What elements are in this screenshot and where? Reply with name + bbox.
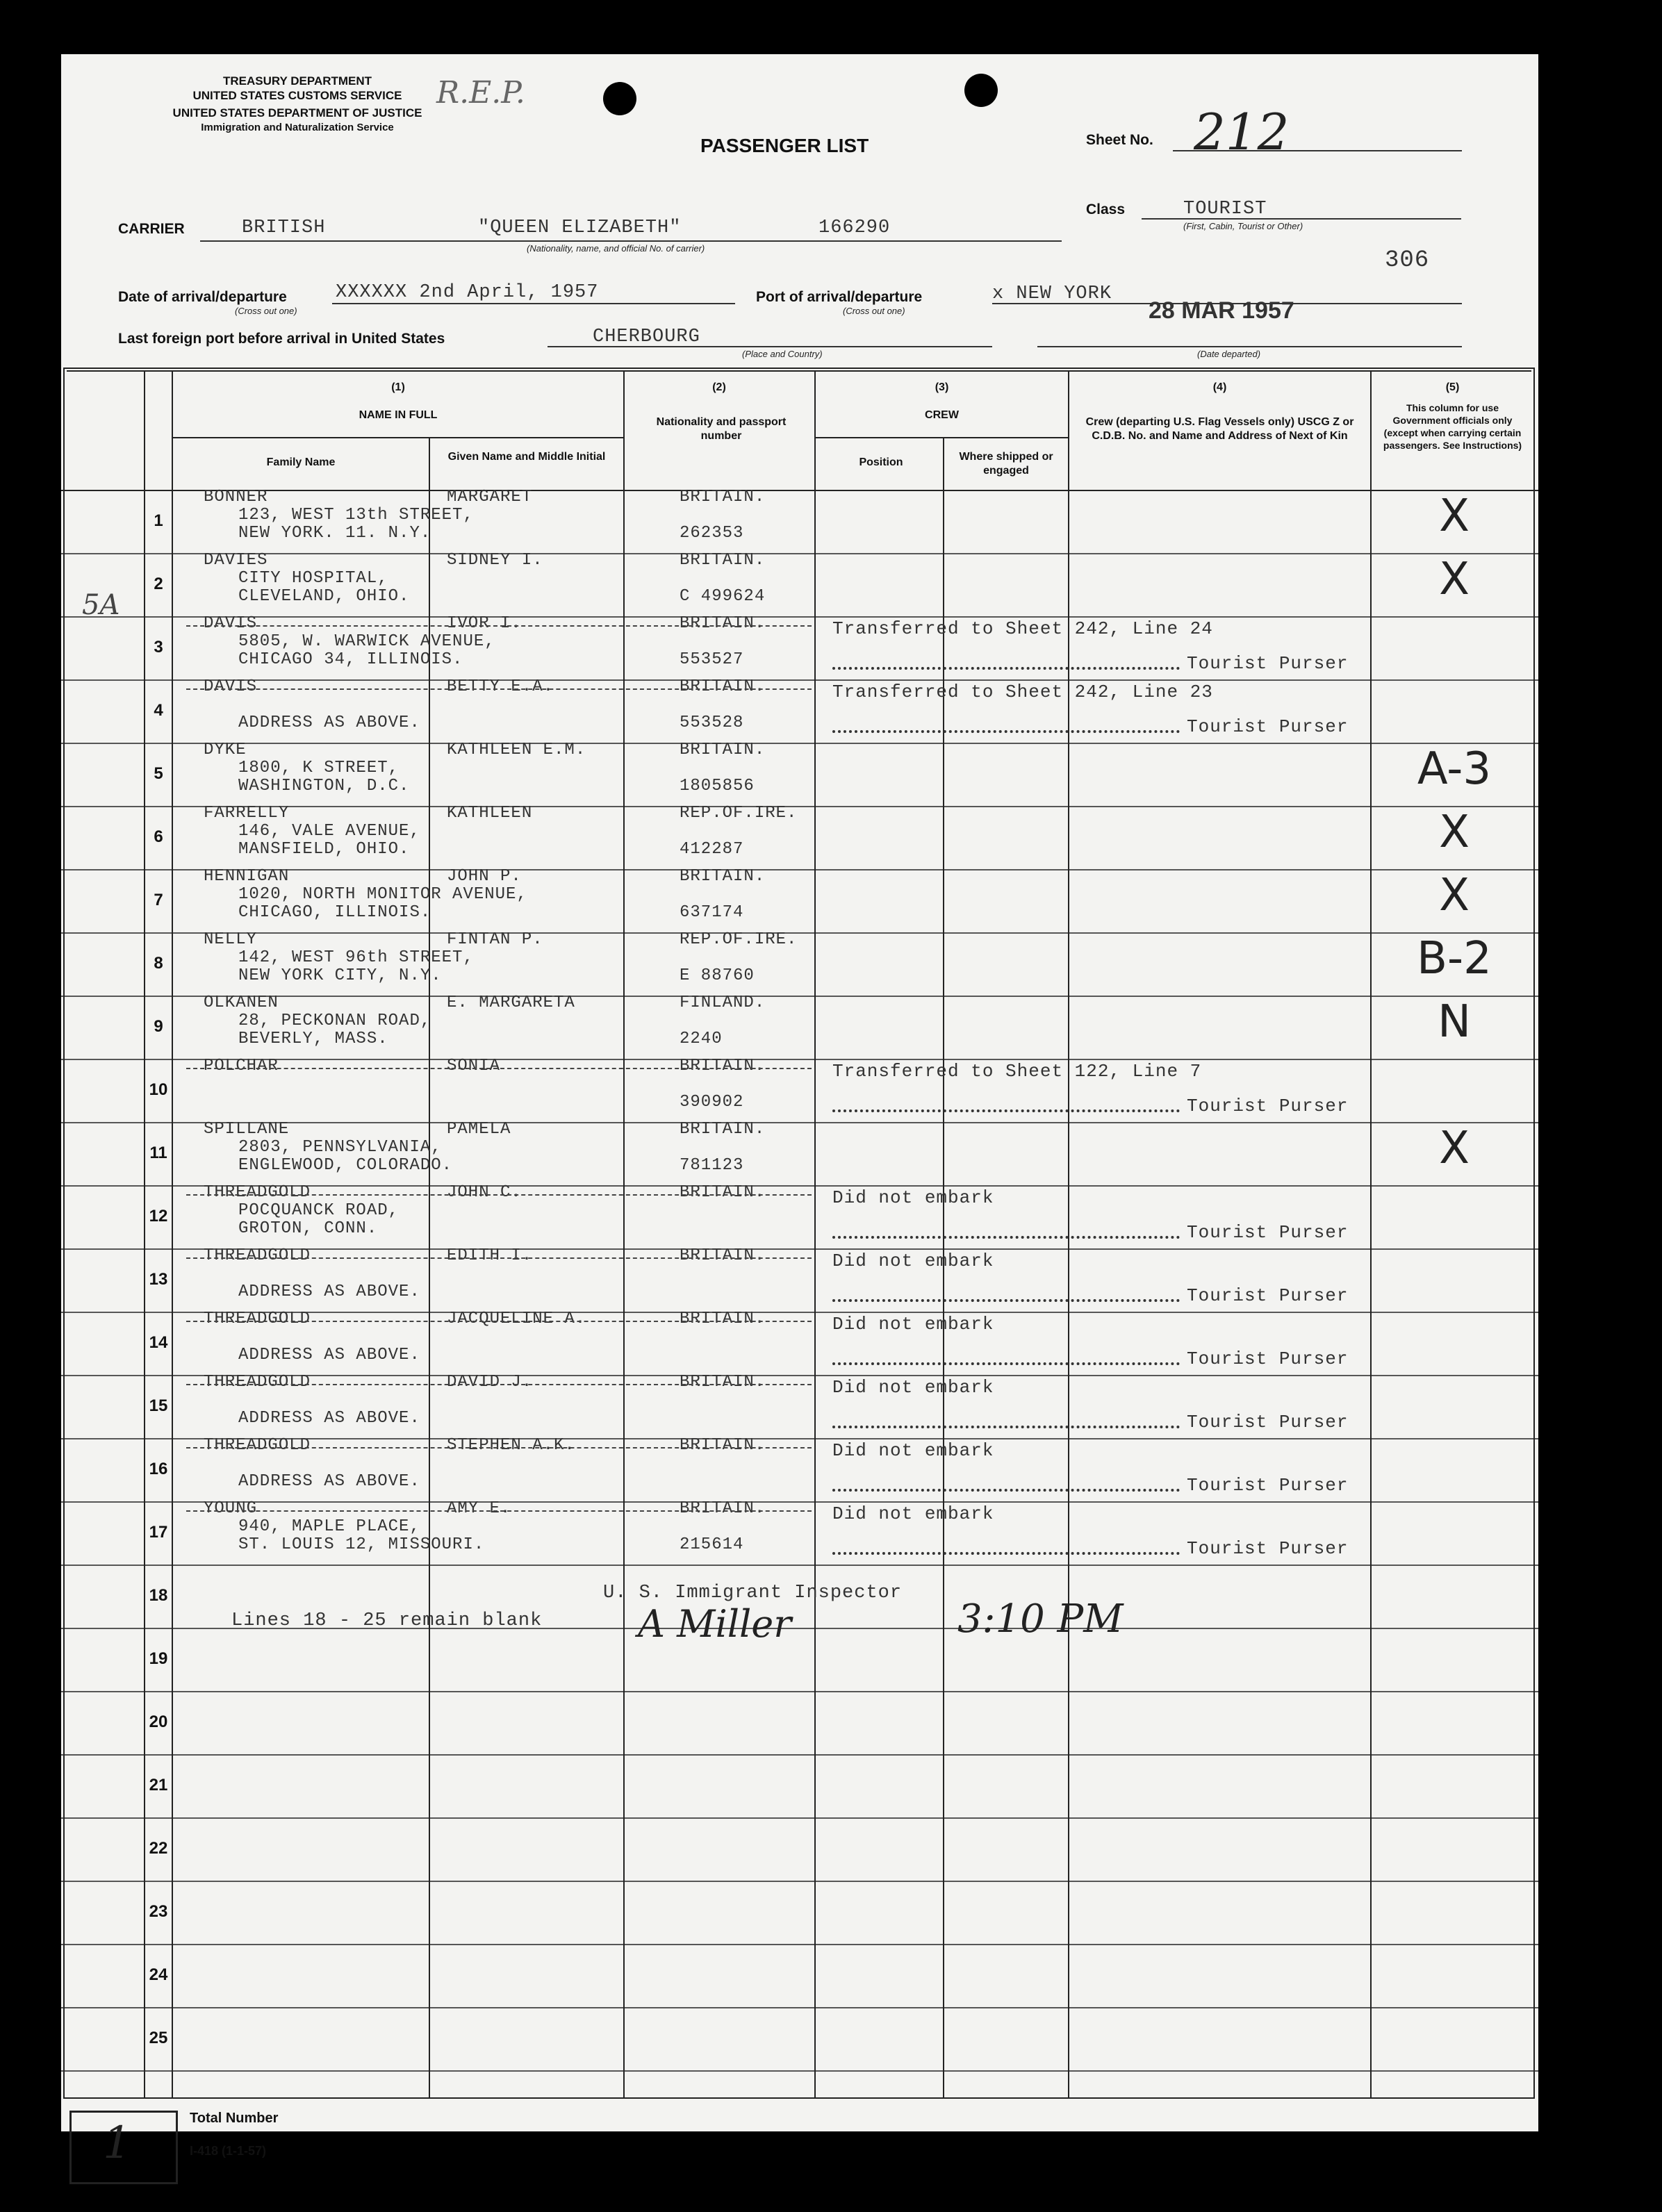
address-line-2: CHICAGO, ILLINOIS. <box>238 903 431 922</box>
given-name: EDITH I. <box>447 1246 533 1265</box>
row-number: 1 <box>154 511 163 530</box>
row-number: 14 <box>149 1333 168 1352</box>
agency-line-3: UNITED STATES DEPARTMENT OF JUSTICE <box>172 106 422 119</box>
carrier-label: CARRIER <box>118 221 185 237</box>
address-line-1: 940, MAPLE PLACE, <box>238 1517 420 1536</box>
nationality: BRITAIN. <box>680 1310 766 1328</box>
col3-number: (3) <box>935 381 949 393</box>
strikethrough-line <box>186 1384 812 1385</box>
passport-number: 781123 <box>680 1156 744 1175</box>
family-name: BONNER <box>204 488 268 506</box>
row-number: 17 <box>149 1523 168 1542</box>
address-line-2: ADDRESS AS ABOVE. <box>238 1282 420 1301</box>
col1-number: (1) <box>391 381 405 393</box>
row-number: 2 <box>154 575 163 593</box>
departure-date-stamp: 28 MAR 1957 <box>1149 297 1294 324</box>
table-row <box>61 2008 1538 2071</box>
nationality: BRITAIN. <box>680 1499 766 1518</box>
address-line-1: 142, WEST 96th STREET, <box>238 948 474 967</box>
table-row <box>61 1945 1538 2008</box>
row-number: 22 <box>149 1839 168 1858</box>
transfer-note: Transferred to Sheet 242, Line 23 <box>832 682 1213 702</box>
table-row <box>61 1499 1538 1565</box>
family-name: THREADGOLD <box>204 1373 311 1392</box>
address-line-2: ADDRESS AS ABOVE. <box>238 1409 420 1428</box>
family-name: HENNIGAN <box>204 867 290 886</box>
transfer-note: Did not embark <box>832 1314 994 1335</box>
passport-number: 390902 <box>680 1093 744 1112</box>
address-line-2: GROTON, CONN. <box>238 1219 378 1238</box>
family-name: NELLY <box>204 930 258 949</box>
strikethrough-line <box>186 1068 812 1069</box>
class-note: (First, Cabin, Tourist or Other) <box>1183 221 1303 231</box>
purser-note: Tourist Purser <box>1187 1538 1349 1559</box>
blank-lines-note: Lines 18 - 25 remain blank <box>231 1610 543 1631</box>
table-row <box>61 1755 1538 1818</box>
col2-header: Nationality and passport number <box>656 416 787 442</box>
strikethrough-line <box>186 1321 812 1322</box>
official-mark: B-2 <box>1417 933 1492 984</box>
family-name: SPILLANE <box>204 1120 290 1139</box>
nationality: BRITAIN. <box>680 551 766 570</box>
given-name: AMY E. <box>447 1499 511 1518</box>
given-name: KATHLEEN <box>447 804 533 823</box>
inspector-label: U. S. Immigrant Inspector <box>603 1583 903 1603</box>
page-title: PASSENGER LIST <box>700 135 869 156</box>
transfer-note: Transferred to Sheet 242, Line 24 <box>832 618 1213 639</box>
table-row <box>61 1246 1538 1312</box>
given-name: JOHN C. <box>447 1183 522 1202</box>
address-line-1: 146, VALE AVENUE, <box>238 822 420 841</box>
row-number: 19 <box>149 1649 168 1668</box>
given-name: FINTAN P. <box>447 930 543 949</box>
col4-number: (4) <box>1212 381 1227 393</box>
agency-line-4: Immigration and Naturalization Service <box>201 122 394 133</box>
table-row <box>61 1628 1538 1692</box>
transfer-note: Did not embark <box>832 1187 994 1208</box>
row-number: 25 <box>149 2029 168 2047</box>
purser-note: Tourist Purser <box>1187 716 1349 737</box>
official-mark: N <box>1438 996 1471 1048</box>
strikethrough-line <box>186 1257 812 1259</box>
row-number: 23 <box>149 1902 168 1921</box>
margin-note: 5A <box>82 589 120 621</box>
passport-number: 215614 <box>680 1535 744 1554</box>
transfer-note: Transferred to Sheet 122, Line 7 <box>832 1061 1202 1082</box>
address-line-2: BEVERLY, MASS. <box>238 1030 388 1048</box>
given-name: STEPHEN A.K. <box>447 1436 575 1455</box>
official-mark: X <box>1439 1123 1470 1174</box>
row-number: 5 <box>154 764 163 783</box>
address-line-2: NEW YORK. 11. N.Y. <box>238 524 431 543</box>
carrier-note: (Nationality, name, and official No. of carrier) <box>527 243 705 254</box>
reference-number: 306 <box>1385 247 1430 274</box>
carrier-nationality: BRITISH <box>242 217 326 238</box>
nationality: BRITAIN. <box>680 488 766 506</box>
inspector-signature: A Miller <box>638 1602 792 1646</box>
official-mark: X <box>1439 870 1470 921</box>
nationality: BRITAIN. <box>680 1373 766 1392</box>
position-header: Position <box>859 456 903 468</box>
passenger-list-sheet <box>61 54 1538 2169</box>
class-value: TOURIST <box>1183 199 1267 220</box>
purser-note: Tourist Purser <box>1187 1222 1349 1243</box>
arrival-date-note: (Cross out one) <box>235 306 297 316</box>
signature-dotted-line <box>832 730 1180 733</box>
address-line-2: CLEVELAND, OHIO. <box>238 587 410 606</box>
nationality: FINLAND. <box>680 993 766 1012</box>
col4-header: Crew (departing U.S. Flag Vessels only) USCG Z or C.D.B. No. and Name and Address of Next of Kin <box>1085 416 1354 442</box>
signature-dotted-line <box>832 1299 1180 1302</box>
nationality: BRITAIN. <box>680 1183 766 1202</box>
family-name: FARRELLY <box>204 804 290 823</box>
col5-number: (5) <box>1445 381 1460 393</box>
row-number: 18 <box>149 1586 168 1605</box>
table-row <box>61 614 1538 680</box>
arrival-date-label: Date of arrival/departure <box>118 289 287 305</box>
address-line-2: ENGLEWOOD, COLORADO. <box>238 1156 453 1175</box>
class-label: Class <box>1086 201 1126 217</box>
rep-stamp: R.E.P. <box>436 75 525 110</box>
passport-number: C 499624 <box>680 587 766 606</box>
address-line-1: 123, WEST 13th STREET, <box>238 506 474 525</box>
nationality: BRITAIN. <box>680 614 766 633</box>
carrier-name: "QUEEN ELIZABETH" <box>478 217 682 238</box>
signature-dotted-line <box>832 1426 1180 1428</box>
nationality: BRITAIN. <box>680 1057 766 1075</box>
family-name: OLKANEN <box>204 993 279 1012</box>
row-number: 16 <box>149 1460 168 1478</box>
table-row <box>61 743 1538 807</box>
form-id: I-418 (1-1-57) <box>190 2144 267 2158</box>
official-mark: X <box>1439 554 1470 605</box>
strikethrough-line <box>186 1447 812 1448</box>
carrier-number: 166290 <box>818 217 891 238</box>
address-line-2: WASHINGTON, D.C. <box>238 777 410 795</box>
col1-header: NAME IN FULL <box>359 409 438 421</box>
date-departed-note: (Date departed) <box>1197 349 1261 359</box>
row-number: 7 <box>154 891 163 909</box>
signature-dotted-line <box>832 1236 1180 1239</box>
row-number: 6 <box>154 827 163 846</box>
signature-dotted-line <box>832 1362 1180 1365</box>
row-number: 15 <box>149 1396 168 1415</box>
col2-number: (2) <box>712 381 726 393</box>
given-name: SONIA <box>447 1057 501 1075</box>
row-number: 8 <box>154 954 163 973</box>
row-number: 24 <box>149 1965 168 1984</box>
given-name-header: Given Name and Middle Initial <box>447 451 606 463</box>
table-row <box>61 1373 1538 1439</box>
family-name: DAVIS <box>204 677 258 696</box>
agency-line-2: UNITED STATES CUSTOMS SERVICE <box>192 89 402 102</box>
address-line-2: NEW YORK CITY, N.Y. <box>238 966 442 985</box>
given-name: E. MARGARETA <box>447 993 575 1012</box>
port-label: Port of arrival/departure <box>756 289 923 305</box>
row-number: 9 <box>154 1017 163 1036</box>
given-name: JACQUELINE A. <box>447 1310 586 1328</box>
address-line-1: 1800, K STREET, <box>238 759 400 777</box>
purser-note: Tourist Purser <box>1187 1475 1349 1496</box>
address-line-2: CHICAGO 34, ILLINOIS. <box>238 650 463 669</box>
row-number: 21 <box>149 1776 168 1794</box>
purser-note: Tourist Purser <box>1187 1348 1349 1369</box>
table-row <box>61 1818 1538 1881</box>
table-row <box>61 1436 1538 1502</box>
table-row <box>61 1692 1538 1755</box>
address-line-2: ADDRESS AS ABOVE. <box>238 1472 420 1491</box>
given-name: MARGARET <box>447 488 533 506</box>
family-name: DAVIES <box>204 551 268 570</box>
table-row <box>61 1881 1538 1945</box>
passport-number: 553527 <box>680 650 744 669</box>
transfer-note: Did not embark <box>832 1251 994 1271</box>
passport-number: 637174 <box>680 903 744 922</box>
address-line-1: POCQUANCK ROAD, <box>238 1201 400 1220</box>
purser-note: Tourist Purser <box>1187 1412 1349 1433</box>
last-port-label: Last foreign port before arrival in United States <box>118 331 445 347</box>
row-number: 12 <box>149 1207 168 1225</box>
signature-dotted-line <box>832 1552 1180 1555</box>
official-mark: X <box>1439 490 1470 542</box>
address-line-2: MANSFIELD, OHIO. <box>238 840 410 859</box>
col3-header: CREW <box>925 409 959 421</box>
row-number: 20 <box>149 1712 168 1731</box>
nationality: BRITAIN. <box>680 867 766 886</box>
passport-number: E 88760 <box>680 966 755 985</box>
transfer-note: Did not embark <box>832 1377 994 1398</box>
official-mark: A-3 <box>1417 743 1492 795</box>
strikethrough-line <box>186 1194 812 1196</box>
family-name: DYKE <box>204 741 247 759</box>
given-name: BETTY E.A. <box>447 677 554 696</box>
port-value: x NEW YORK <box>992 283 1112 304</box>
table-row <box>61 867 1538 933</box>
row-number: 4 <box>154 701 163 720</box>
passport-number: 1805856 <box>680 777 755 795</box>
table-row <box>61 677 1538 743</box>
passport-number: 262353 <box>680 524 744 543</box>
signature-dotted-line <box>832 1109 1180 1112</box>
table-row <box>61 551 1538 617</box>
table-row <box>61 804 1538 870</box>
nationality: BRITAIN. <box>680 741 766 759</box>
last-port-value: CHERBOURG <box>593 327 700 347</box>
total-value: 1 <box>103 2118 131 2169</box>
transfer-note: Did not embark <box>832 1440 994 1461</box>
inspection-time: 3:10 PM <box>957 1596 1124 1642</box>
col5-header: This column for use Government officials only (except when carrying certain passengers. See Instructions) <box>1383 402 1522 451</box>
address-line-1: 28, PECKONAN ROAD, <box>238 1012 431 1030</box>
given-name: SIDNEY I. <box>447 551 543 570</box>
given-name: IVOR I. <box>447 614 522 633</box>
sheet-number: 212 <box>1194 103 1290 161</box>
row-number: 13 <box>149 1270 168 1289</box>
row-number: 10 <box>149 1080 168 1099</box>
shipped-header: Where shipped or engaged <box>959 451 1053 477</box>
transfer-note: Did not embark <box>832 1503 994 1524</box>
signature-dotted-line <box>832 667 1180 670</box>
purser-note: Tourist Purser <box>1187 1285 1349 1306</box>
agency-line-1: TREASURY DEPARTMENT <box>222 74 372 88</box>
nationality: BRITAIN. <box>680 1436 766 1455</box>
strikethrough-line <box>186 1510 812 1512</box>
table-row <box>61 993 1538 1059</box>
family-name: DAVIS <box>204 614 258 633</box>
table-row <box>61 930 1538 996</box>
address-line-1: 5805, W. WARWICK AVENUE, <box>238 632 495 651</box>
place-note: (Place and Country) <box>742 349 823 359</box>
port-note: (Cross out one) <box>843 306 905 316</box>
table-row <box>61 1183 1538 1249</box>
official-mark: X <box>1439 807 1470 858</box>
table-row <box>61 1120 1538 1186</box>
family-name: YOUNG <box>204 1499 258 1518</box>
strikethrough-line <box>186 688 812 690</box>
signature-dotted-line <box>832 1489 1180 1492</box>
family-name-header: Family Name <box>266 456 336 468</box>
sheet-label: Sheet No. <box>1086 132 1153 148</box>
family-name: THREADGOLD <box>204 1246 311 1265</box>
table-row <box>61 1312 1538 1376</box>
nationality: BRITAIN. <box>680 1246 766 1265</box>
family-name: THREADGOLD <box>204 1436 311 1455</box>
given-name: DAVID J. <box>447 1373 533 1392</box>
address-line-2: ADDRESS AS ABOVE. <box>238 713 420 732</box>
given-name: KATHLEEN E.M. <box>447 741 586 759</box>
address-line-2: ST. LOUIS 12, MISSOURI. <box>238 1535 485 1554</box>
purser-note: Tourist Purser <box>1187 653 1349 674</box>
arrival-date-value: XXXXXX 2nd April, 1957 <box>336 282 599 303</box>
total-label: Total Number <box>190 2111 279 2126</box>
given-name: JOHN P. <box>447 867 522 886</box>
address-line-1: CITY HOSPITAL, <box>238 569 388 588</box>
row-number: 3 <box>154 638 163 657</box>
passport-number: 553528 <box>680 713 744 732</box>
table-row <box>61 1059 1538 1123</box>
passport-number: 2240 <box>680 1030 723 1048</box>
nationality: BRITAIN. <box>680 1120 766 1139</box>
family-name: THREADGOLD <box>204 1183 311 1202</box>
family-name: THREADGOLD <box>204 1310 311 1328</box>
address-line-2: ADDRESS AS ABOVE. <box>238 1346 420 1364</box>
address-line-1: 1020, NORTH MONITOR AVENUE, <box>238 885 527 904</box>
address-line-1: 2803, PENNSYLVANIA, <box>238 1138 442 1157</box>
nationality: REP.OF.IRE. <box>680 804 798 823</box>
given-name: PAMELA <box>447 1120 511 1139</box>
family-name: POLCHAR <box>204 1057 279 1075</box>
table-row <box>61 490 1538 554</box>
strikethrough-line <box>186 625 812 627</box>
purser-note: Tourist Purser <box>1187 1096 1349 1116</box>
passport-number: 412287 <box>680 840 744 859</box>
row-number: 11 <box>149 1144 167 1162</box>
nationality: BRITAIN. <box>680 677 766 696</box>
nationality: REP.OF.IRE. <box>680 930 798 949</box>
